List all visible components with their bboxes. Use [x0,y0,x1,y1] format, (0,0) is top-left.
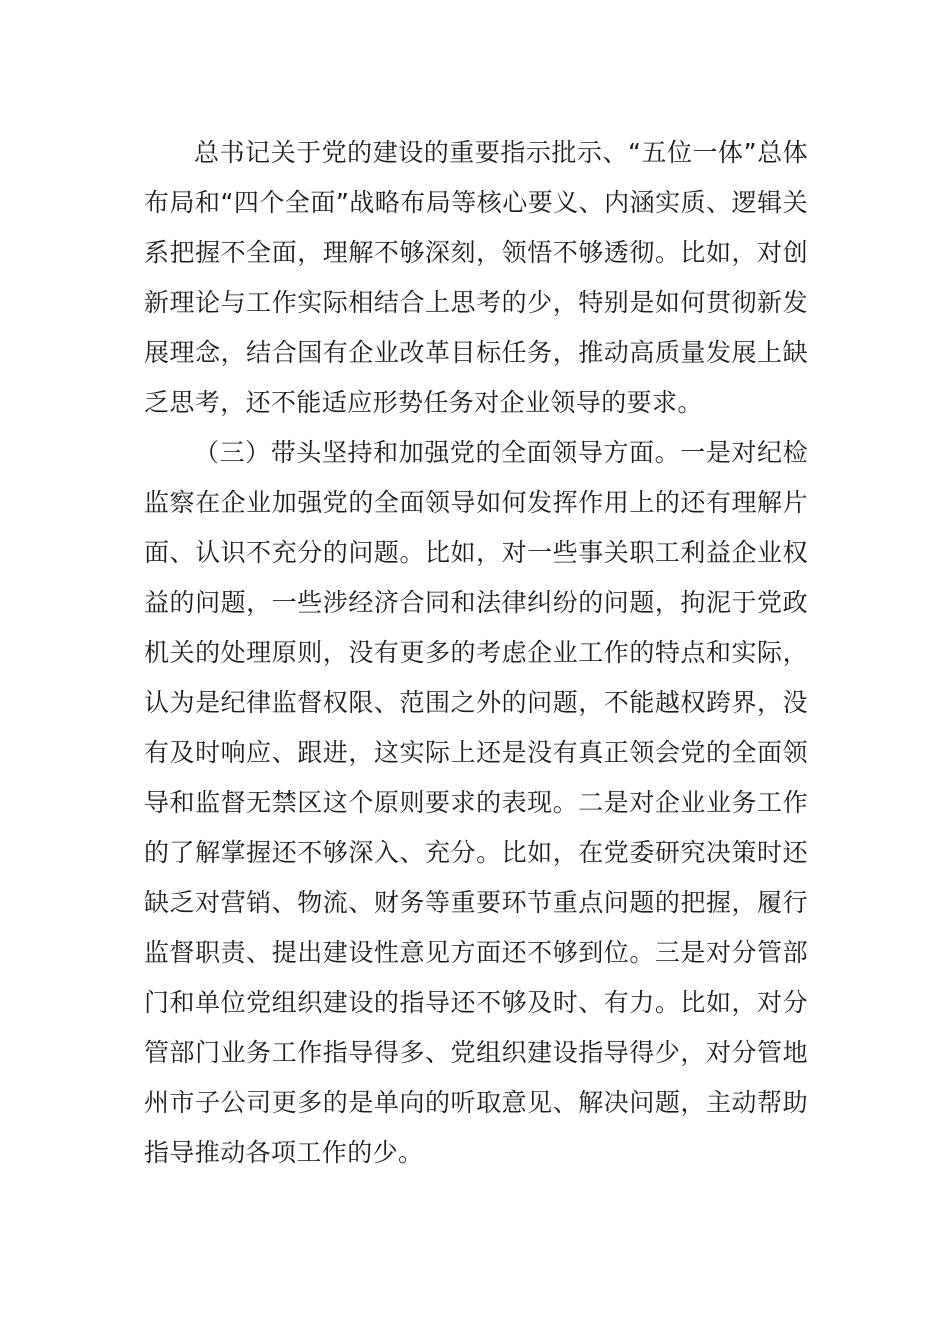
paragraph-party-leadership: （三）带头坚持和加强党的全面领导方面。一是对纪检监察在企业加强党的全面领导如何发挥作用上的还有理解片面、认识不充分的问题。比如，对一些事关职工利益企业权益的问题，一些涉经济合同和法律纠纷的问题，拘泥于党政机关的处理原则，没有更多的考虑企业工作的特点和实际，认为是纪律监督权限、范围之外的问题，不能越权跨界，没有及时响应、跟进，这实际上还是没有真正领会党的全面领导和监督无禁区这个原则要求的表现。二是对企业业务工作的了解掌握还不够深入、充分。比如，在党委研究决策时还缺乏对营销、物流、财务等重要环节重点问题的把握，履行监督职责、提出建设性意见方面还不够到位。三是对分管部门和单位党组织建设的指导还不够及时、有力。比如，对分管部门业务工作指导得多、党组织建设指导得少，对分管地州市子公司更多的是单向的听取意见、解决问题，主动帮助指导推动各项工作的少。 [144,438,808,1167]
document-body [144,128,808,1178]
paragraph-party-building-understanding: 总书记关于党的建设的重要指示批示、“五位一体”总体布局和“四个全面”战略布局等核心要义、内涵实质、逻辑关系把握不全面，理解不够深刻，领悟不够透彻。比如，对创新理论与工作实际相结合上思考的少，特别是如何贯彻新发展理念，结合国有企业改革目标任务，推动高质量发展上缺乏思考，还不能适应形势任务对企业领导的要求。 [144,138,808,417]
